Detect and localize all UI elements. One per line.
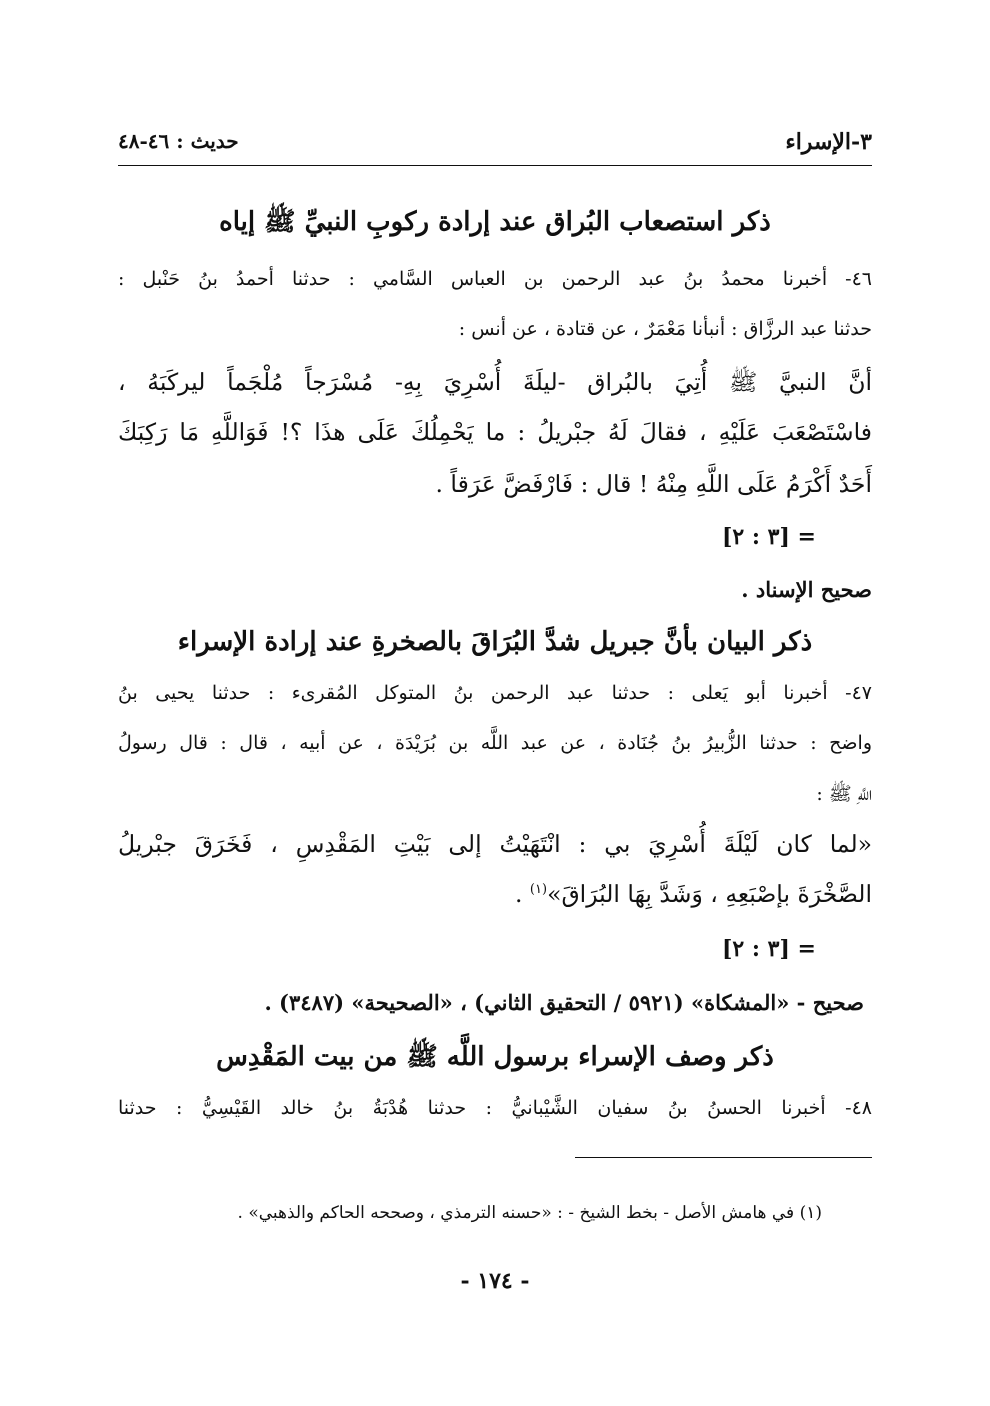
matn-line: أنَّ النبيَّ ﷺ أُتِيَ بالبُراق -ليلَةَ أُسْرِيَ بِهِ- مُسْرَجاً مُلْجَماً ليركَبَهُ ، [118, 368, 872, 396]
footnote-marker: (١) [529, 882, 548, 898]
cross-reference: = [٣ : ٢] [721, 936, 816, 962]
isnad-line: ٤٦- أخبرنا محمدُ بنُ عبد الرحمن بن العباس السَّامي : حدثنا أحمدُ بنُ حَنْبل : [118, 268, 872, 290]
hadith-range: حديث : ٤٦-٤٨ [118, 129, 239, 153]
isnad-line: اللَّهِ ﷺ : [816, 783, 872, 805]
hadith-grade: صحيح - «المشكاة» (٥٩٢١ / التحقيق الثاني) ، «الصحيحة» (٣٤٨٧) . [264, 990, 864, 1015]
footnote: (١) في هامش الأصل - بخط الشيخ - : «حسنه الترمذي ، وصححه الحاكم والذهبي» . [237, 1203, 822, 1223]
hadith-grade: صحيح الإسناد . [741, 577, 872, 602]
matn-line [118, 880, 872, 908]
page-number: - ١٧٤ - [460, 1268, 530, 1294]
section-heading: ذكر وصف الإسراء برسول اللَّه ﷺ من بيت المَقْدِس [216, 1042, 774, 1072]
matn-line: «لما كان لَيْلَةَ أُسْرِيَ بي : انْتَهَيْتُ إلى بَيْتِ المَقْدِسِ ، فَخَرَقَ جبْريلُ [118, 830, 872, 858]
running-header [118, 125, 872, 166]
cross-reference: = [٣ : ٢] [721, 524, 816, 550]
isnad-line: ٤٧- أخبرنا أبو يَعلى : حدثنا عبد الرحمن بنُ المتوكل المُقرىء : حدثنا يحيى بنُ [118, 682, 872, 704]
section-heading: ذكر استصعاب البُراق عند إرادة ركوبِ النبيِّ ﷺ إياه [219, 207, 771, 237]
section-heading: ذكر البيان بأنَّ جبريل شدَّ البُرَاقَ بالصخرةِ عند إرادة الإسراء [177, 627, 813, 657]
isnad-line: ٤٨- أخبرنا الحسنُ بنُ سفيان الشَّيْبانيُّ : حدثنا هُدْبَةُ بنُ خالد القَيْسِيُّ : حدثنا [118, 1097, 872, 1119]
matn-end: . [514, 880, 530, 908]
matn-text: الصَّخْرَةَ بإصْبَعِهِ ، وَشَدَّ بِهَا البُرَاقَ» [547, 880, 872, 908]
isnad-line: واضح : حدثنا الزُّبيرُ بنُ جُنَادة ، عن عبد اللَّه بن بُرَيْدَة ، عن أبيه ، قال : قال رسولُ [118, 732, 872, 754]
chapter-title: ٣-الإسراء [785, 129, 872, 155]
matn-line: أَحَدٌ أَكْرَمُ عَلَى اللَّهِ مِنْهُ ! قال : فَارْفَضَّ عَرَقاً . [435, 470, 872, 498]
footnote-divider [575, 1157, 872, 1158]
matn-line: فاسْتَصْعَبَ عَلَيْهِ ، فقالَ لَهُ جبْريلُ : ما يَحْمِلُكَ عَلَى هذَا ؟! فَوَاللَّهِ مَا رَكِبَكَ [118, 418, 872, 446]
isnad-line: حدثنا عبد الرزَّاق : أنبأنا مَعْمَرٌ ، عن قتادة ، عن أنس : [458, 318, 872, 340]
